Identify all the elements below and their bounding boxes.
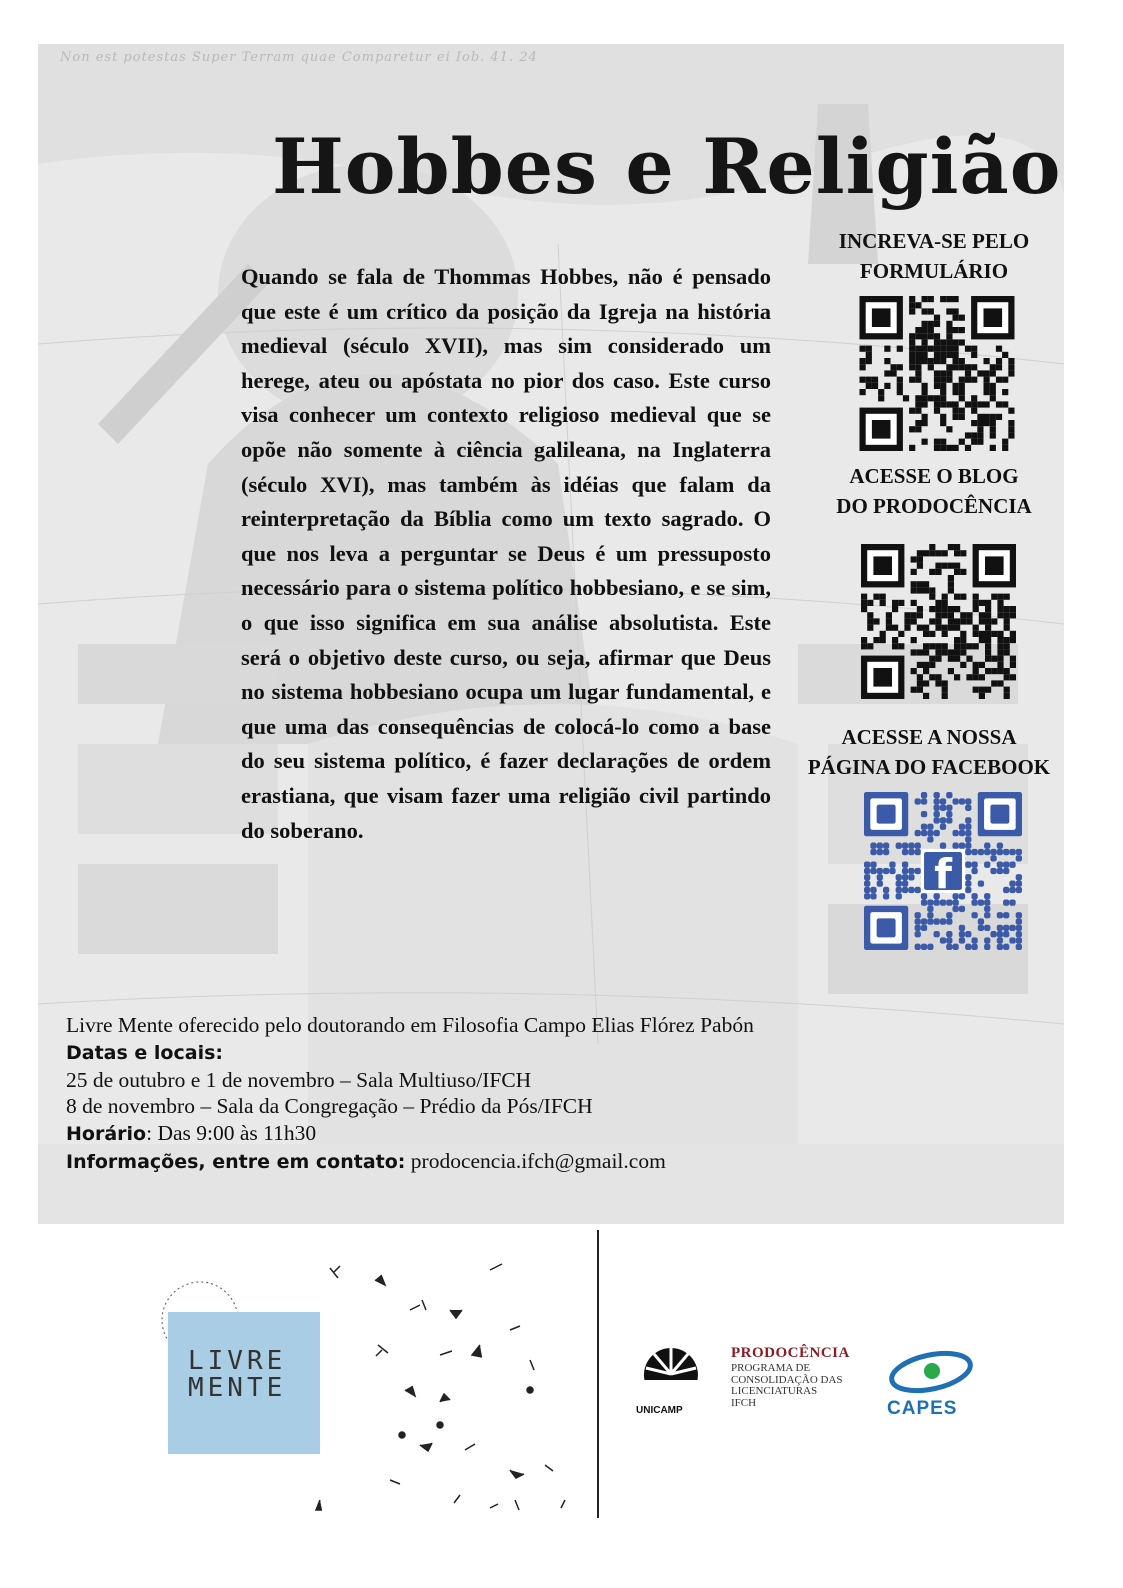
livre-mente-line2: MENTE — [188, 1373, 287, 1403]
qr-label-form — [800, 226, 1068, 286]
qr-label-form-line2: FORMULÁRIO — [859, 259, 1009, 283]
capes-logo-icon — [885, 1350, 977, 1398]
prodocencia-line4: IFCH — [731, 1396, 757, 1409]
course-description: Quando se fala de Thommas Hobbes, não é pensado que este é um crítico da posição da Igreja na história medieval (século XVII), mas sim considerado um herege, ateu ou apóstata no pior dos caso. Este curso visa conhecer um contexto religioso medieval que se opõe não somente à ciência galileana, na Inglaterra (século XVI), mas também às idéias que falam da reinterpretação da Bíblia como um texto sagrado. O que nos leva a perguntar se Deus é um pressuposto necessário para o sistema político hobbesiano, e se sim, o que isso significa em sua análise absolutista. Este será o objetivo deste curso, ou seja, afirmar que Deus no sistema hobbesiano ocupa um lugar fundamental, e que uma das consequências de colocá-lo como a base do seu sistema político, é fazer declarações de ordem erastiana, que visam fazer uma religião civil partindo do soberano. — [241, 264, 771, 843]
schedule-value: : Das 9:00 às 11h30 — [146, 1121, 317, 1146]
blog-qr-code[interactable] — [860, 544, 1017, 699]
prodocencia-subtitle — [731, 1363, 843, 1409]
contact-line — [66, 1148, 754, 1176]
background-motto: Non est potestas Super Terram quae Comparetur ei Iob. 41. 24 — [60, 50, 538, 65]
form-qr-code[interactable] — [858, 296, 1016, 451]
facebook-icon: f — [934, 850, 952, 899]
livre-mente-line1: LIVRE — [188, 1346, 287, 1376]
contact-email[interactable]: prodocencia.ifch@gmail.com — [405, 1148, 666, 1173]
qr-label-blog — [800, 461, 1068, 521]
contact-label: Informações, entre em contato: — [66, 1150, 406, 1173]
prodocencia-title: PRODOCÊNCIA — [731, 1345, 850, 1361]
footer-divider — [597, 1230, 599, 1518]
dates-heading: Datas e locais: — [66, 1041, 223, 1064]
schedule-label: Horário — [66, 1123, 147, 1146]
livre-mente-wordmark — [188, 1348, 286, 1402]
prodocencia-line1: PROGRAMA DE — [731, 1362, 811, 1374]
prodocencia-line2: CONSOLIDAÇÃO DAS — [731, 1373, 843, 1386]
unicamp-label: UNICAMP — [636, 1405, 683, 1416]
date-line-1: 25 de outubro e 1 de novembro – Sala Multiuso/IFCH — [66, 1067, 532, 1092]
qr-label-blog-line1: ACESSE O BLOG — [849, 464, 1019, 488]
course-info — [66, 1012, 754, 1176]
unicamp-logo-icon — [640, 1344, 702, 1404]
offered-by-line: Livre Mente oferecido pelo doutorando em Filosofia Campo Elias Flórez Pabón — [66, 1013, 754, 1037]
qr-label-facebook-line2: PÁGINA DO FACEBOOK — [807, 755, 1051, 779]
qr-label-form-line1: INCREVA-SE PELO — [838, 229, 1030, 253]
facebook-qr-code[interactable] — [862, 792, 1024, 950]
qr-label-facebook-line1: ACESSE A NOSSA — [841, 725, 1017, 749]
prodocencia-line3: LICENCIATURAS — [731, 1385, 818, 1397]
capes-label: CAPES — [887, 1398, 958, 1419]
schedule-line — [66, 1120, 754, 1148]
qr-label-facebook — [790, 722, 1068, 782]
page-title: Hobbes e Religião — [272, 121, 1062, 211]
date-line-2: 8 de novembro – Sala da Congregação – Prédio da Pós/IFCH — [66, 1094, 593, 1119]
qr-label-blog-line2: DO PRODOCÊNCIA — [836, 494, 1032, 518]
